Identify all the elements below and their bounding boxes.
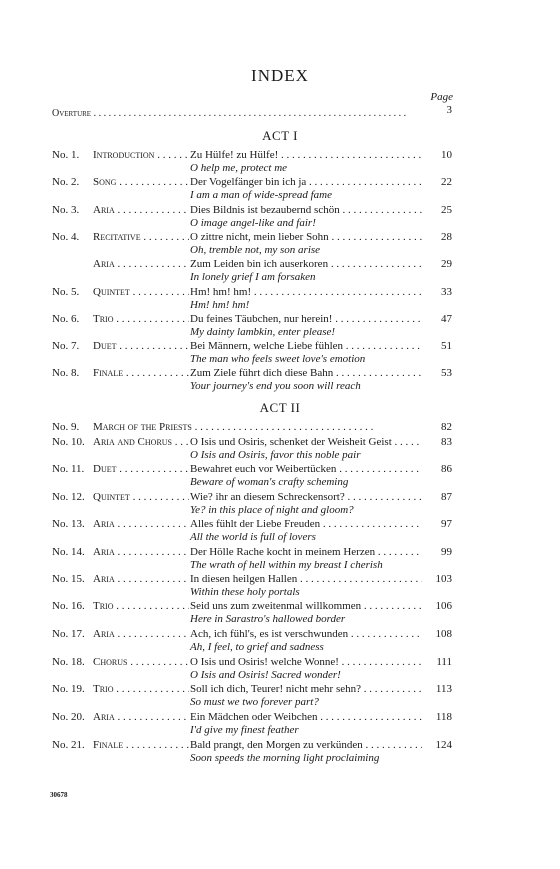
- entry-number: No. 7.: [52, 340, 80, 352]
- entry-number: No. 3.: [52, 204, 80, 216]
- entry-page: 82: [441, 421, 452, 433]
- entry-english-title: So must we two forever part?: [190, 696, 319, 708]
- entry-page: 22: [441, 176, 452, 188]
- entry-german-title: O Isis und Osiris, schenket der Weisheit Geist . . .: [190, 436, 422, 448]
- entry-english-title: I am a man of wide-spread fame: [190, 189, 332, 201]
- entry-number: No. 10.: [52, 436, 85, 448]
- entry-form: Song . . .: [93, 176, 189, 188]
- entry-english-title: O image angel-like and fair!: [190, 217, 316, 229]
- entry-page: 53: [441, 367, 452, 379]
- entry-page: 87: [441, 491, 452, 503]
- entry-page: 108: [435, 628, 452, 640]
- index-entry: [0, 683, 560, 713]
- entry-page: 47: [441, 313, 452, 325]
- entry-german-title: Bald prangt, den Morgen zu verkünden . . .: [190, 739, 422, 751]
- entry-german-title: Du feines Täubchen, nur herein! . . .: [190, 313, 422, 325]
- entry-form: Duet . . .: [93, 463, 189, 475]
- entry-number: No. 5.: [52, 286, 80, 298]
- entry-number: No. 2.: [52, 176, 80, 188]
- entry-form: Trio . . .: [93, 600, 189, 612]
- entry-page: 28: [441, 231, 452, 243]
- entry-form: Recitative . . .: [93, 231, 189, 243]
- entry-german-title: Zum Ziele führt dich diese Bahn . . .: [190, 367, 422, 379]
- entry-form: Aria . . .: [93, 518, 189, 530]
- entry-english-title: I'd give my finest feather: [190, 724, 299, 736]
- entry-page: 86: [441, 463, 452, 475]
- entry-page: 99: [441, 546, 452, 558]
- index-entry: [0, 313, 560, 343]
- entry-number: No. 20.: [52, 711, 85, 723]
- entry-english-title: Within these holy portals: [190, 586, 300, 598]
- entry-form: Aria . . .: [93, 546, 189, 558]
- overture-page: 3: [446, 104, 452, 116]
- entry-german-title: Soll ich dich, Teurer! nicht mehr sehn? . . .: [190, 683, 422, 695]
- entry-number: No. 16.: [52, 600, 85, 612]
- entry-english-title: My dainty lambkin, enter please!: [190, 326, 336, 338]
- entry-number: No. 11.: [52, 463, 85, 475]
- entry-german-title: Zum Leiden bin ich auserkoren . . .: [190, 258, 422, 270]
- entry-german-title: Bewahret euch vor Weibertücken . . .: [190, 463, 422, 475]
- entry-form: Aria . . .: [93, 258, 189, 270]
- index-entry: [0, 711, 560, 741]
- entry-english-title: Here in Sarastro's hallowed border: [190, 613, 346, 625]
- entry-page: 103: [435, 573, 452, 585]
- entry-number: No. 4.: [52, 231, 80, 243]
- entry-number: No. 21.: [52, 739, 85, 751]
- index-entry: [0, 546, 560, 576]
- entry-form: Aria . . .: [93, 204, 189, 216]
- entry-german-title: Der Hölle Rache kocht in meinem Herzen . . .: [190, 546, 422, 558]
- index-entry: [0, 518, 560, 548]
- catalog-number: 30678: [50, 791, 68, 799]
- entry-form: Aria and Chorus . . .: [93, 436, 189, 448]
- entry-english-title: Your journey's end you soon will reach: [190, 380, 361, 392]
- entry-page: 83: [441, 436, 452, 448]
- entry-english-title: Hm! hm! hm!: [190, 299, 250, 311]
- entry-page: 29: [441, 258, 452, 270]
- entry-german-title: Alles fühlt der Liebe Freuden . . .: [190, 518, 422, 530]
- entry-form: Finale . . .: [93, 739, 189, 751]
- entry-page: 124: [435, 739, 452, 751]
- index-entry: [0, 367, 560, 397]
- index-entry: [0, 600, 560, 630]
- entry-german-title: Hm! hm! hm! . . .: [190, 286, 422, 298]
- entry-english-title: The man who feels sweet love's emotion: [190, 353, 366, 365]
- index-entry: [0, 286, 560, 316]
- entry-number: No. 19.: [52, 683, 85, 695]
- entry-page: 118: [435, 711, 452, 723]
- act-1-heading: ACT I: [262, 128, 298, 143]
- entry-german-title: O Isis und Osiris! welche Wonne! . . .: [190, 656, 422, 668]
- entry-page: 10: [441, 149, 452, 161]
- entry-german-title: Bei Männern, welche Liebe fühlen . . .: [190, 340, 422, 352]
- entry-page: 111: [436, 656, 452, 668]
- entry-english-title: Ye? in this place of night and gloom?: [190, 504, 354, 516]
- index-entry: [0, 463, 560, 493]
- entry-number: No. 6.: [52, 313, 80, 325]
- entry-page: 51: [441, 340, 452, 352]
- index-entry: [0, 739, 560, 769]
- entry-english-title: O help me, protect me: [190, 162, 288, 174]
- index-entry: [0, 436, 560, 466]
- entry-form: Aria . . .: [93, 628, 189, 640]
- page-column-header: Page: [430, 91, 453, 103]
- entry-number: No. 12.: [52, 491, 85, 503]
- entry-english-title: In lonely grief I am forsaken: [190, 271, 316, 283]
- entry-form: Finale . . .: [93, 367, 189, 379]
- entry-page: 25: [441, 204, 452, 216]
- entry-form: Aria . . .: [93, 711, 189, 723]
- entry-german-title: Wie? ihr an diesem Schreckensort? . . .: [190, 491, 422, 503]
- entry-english-title: O Isis and Osiris, favor this noble pair: [190, 449, 361, 461]
- entry-number: No. 18.: [52, 656, 85, 668]
- entry-number: No. 13.: [52, 518, 85, 530]
- page-title: INDEX: [251, 66, 309, 85]
- entry-german-title: In diesen heilgen Hallen . . .: [190, 573, 422, 585]
- entry-english-title: All the world is full of lovers: [190, 531, 316, 543]
- entry-english-title: Beware of woman's crafty scheming: [190, 476, 349, 488]
- index-entry: [0, 231, 560, 261]
- index-entry: [0, 340, 560, 370]
- entry-german-title: Der Vogelfänger bin ich ja . . .: [190, 176, 422, 188]
- entry-german-title: O zittre nicht, mein lieber Sohn . . .: [190, 231, 422, 243]
- entry-german-title: Seid uns zum zweitenmal willkommen . . .: [190, 600, 422, 612]
- index-entry: [0, 204, 560, 234]
- entry-number: No. 8.: [52, 367, 80, 379]
- entry-english-title: The wrath of hell within my breast I cherish: [190, 559, 383, 571]
- entry-number: No. 17.: [52, 628, 85, 640]
- entry-form: Chorus . . .: [93, 656, 189, 668]
- entry-german-title: Zu Hülfe! zu Hülfe! . . .: [190, 149, 422, 161]
- entry-form: Introduction . . .: [93, 149, 189, 161]
- entry-form: Trio . . .: [93, 313, 189, 325]
- entry-english-title: O Isis and Osiris! Sacred wonder!: [190, 669, 341, 681]
- entry-german-title: Dies Bildnis ist bezaubernd schön . . .: [190, 204, 422, 216]
- entry-form: Quintet . . .: [93, 286, 189, 298]
- index-entry: [0, 491, 560, 521]
- entry-form: Quintet . . .: [93, 491, 189, 503]
- entry-english-title: Ah, I feel, to grief and sadness: [190, 641, 324, 653]
- index-entry: [0, 258, 560, 288]
- entry-form: Duet . . .: [93, 340, 189, 352]
- entry-form: Aria . . .: [93, 573, 189, 585]
- index-entry: [0, 573, 560, 603]
- entry-page: 33: [441, 286, 452, 298]
- entry-number: No. 14.: [52, 546, 85, 558]
- index-entry: [0, 149, 560, 179]
- overture-label: Overture . . .: [52, 108, 424, 122]
- index-entry: [0, 176, 560, 206]
- entry-english-title: Soon speeds the morning light proclaiming: [190, 752, 380, 764]
- entry-english-title: Oh, tremble not, my son arise: [190, 244, 321, 256]
- entry-german-title: Ein Mädchen oder Weibchen . . .: [190, 711, 422, 723]
- entry-page: 106: [435, 600, 452, 612]
- entry-number: No. 15.: [52, 573, 85, 585]
- entry-page: 113: [435, 683, 452, 695]
- index-entry: [0, 656, 560, 686]
- act-2-heading: ACT II: [259, 400, 301, 415]
- index-entry: [0, 628, 560, 658]
- entry-german-title: Ach, ich fühl's, es ist verschwunden . . .: [190, 628, 422, 640]
- entry-form: March of the Priests . . .: [93, 421, 413, 433]
- entry-number: No. 1.: [52, 149, 80, 161]
- entry-number: No. 9.: [52, 421, 80, 433]
- entry-form: Trio . . .: [93, 683, 189, 695]
- entry-page: 97: [441, 518, 452, 530]
